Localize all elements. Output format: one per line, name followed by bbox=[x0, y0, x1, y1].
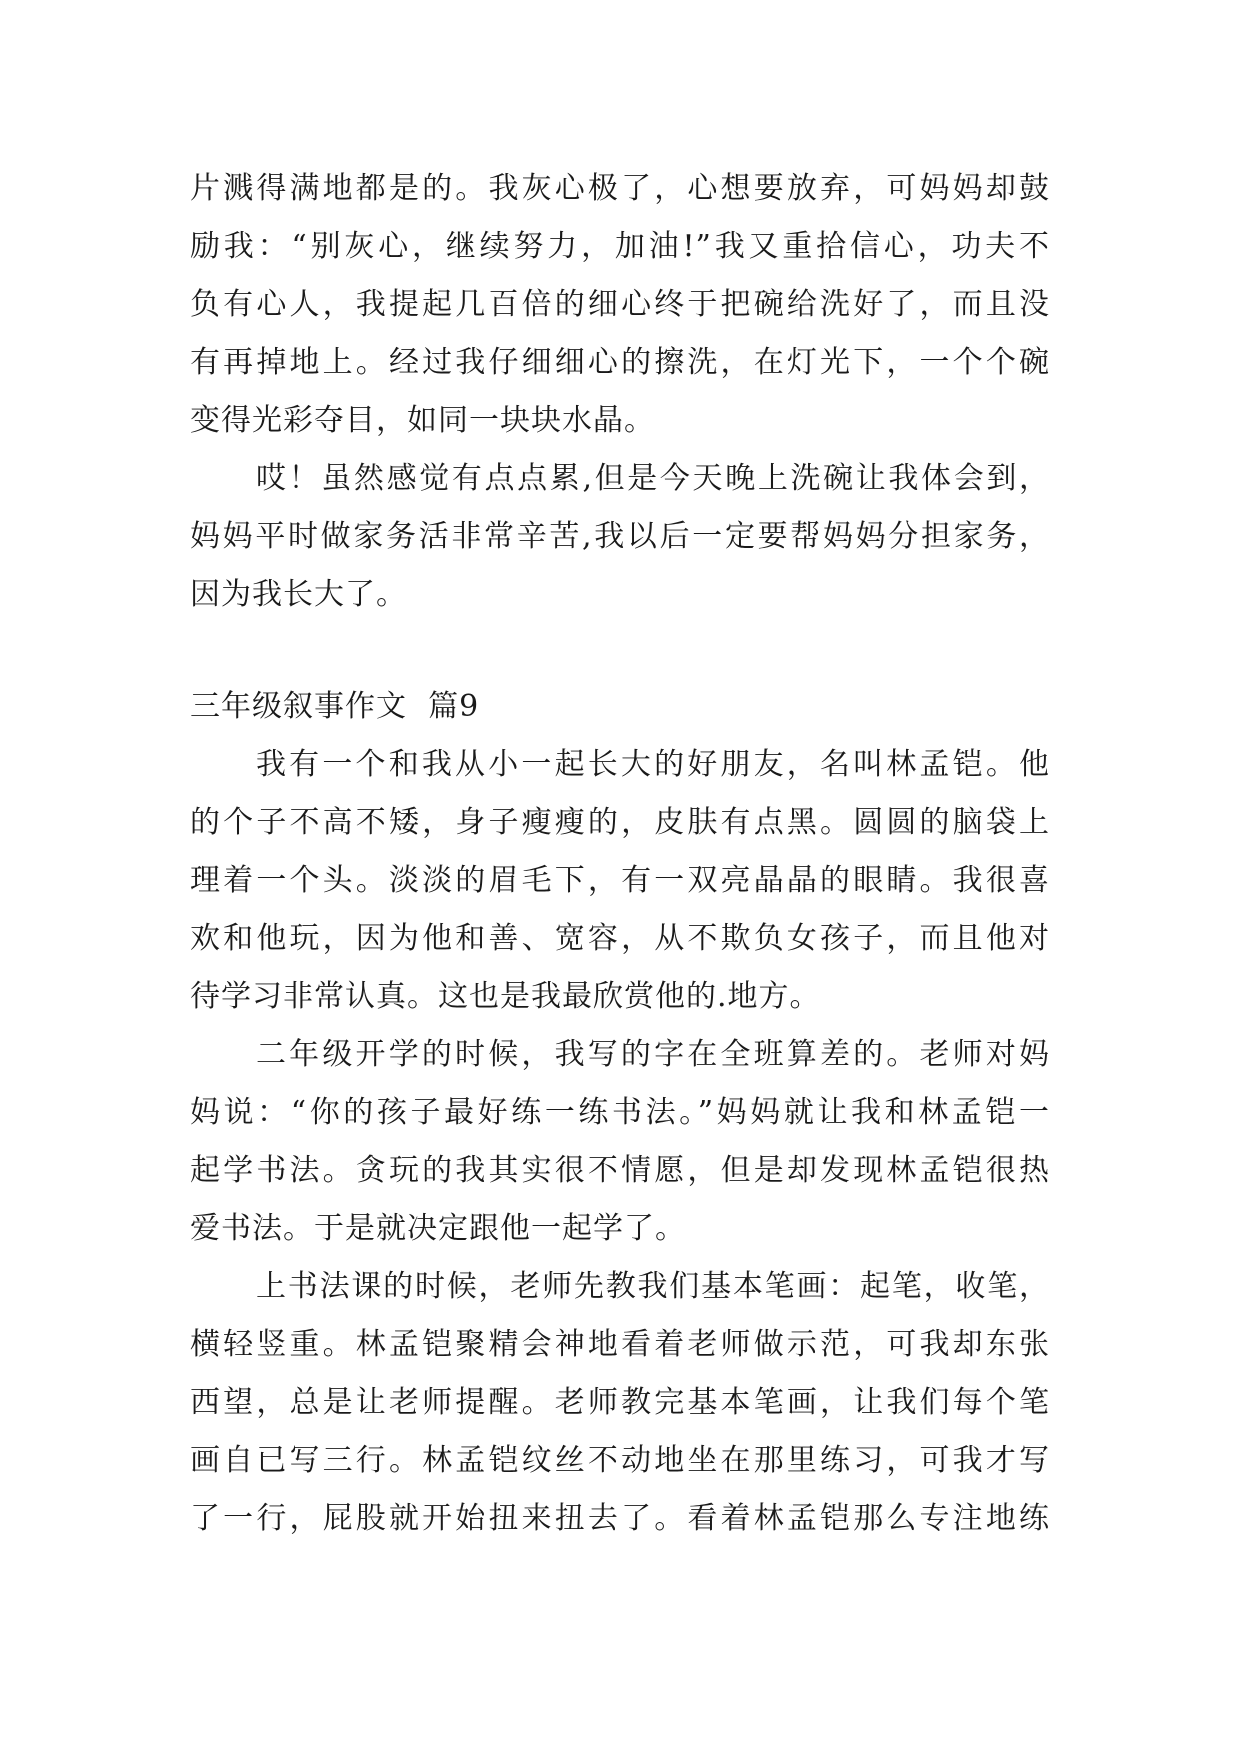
text-line: 理着一个头。淡淡的眉毛下，有一双亮晶晶的眼睛。我很喜 bbox=[190, 863, 1050, 898]
text-line: 励我：“别灰心，继续努力，加油!”我又重拾信心，功夫不 bbox=[190, 229, 1050, 264]
text-line: 妈妈平时做家务活非常辛苦,我以后一定要帮妈妈分担家务， bbox=[190, 519, 1050, 554]
text-line: 变得光彩夺目，如同一块块水晶。 bbox=[190, 403, 655, 438]
text-line: 待学习非常认真。这也是我最欣赏他的.地方。 bbox=[190, 979, 821, 1014]
paragraph-continued bbox=[190, 160, 1050, 450]
paragraph-conclusion bbox=[190, 450, 1050, 624]
text-line: 有再掉地上。经过我仔细细心的擦洗，在灯光下，一个个碗 bbox=[190, 345, 1050, 380]
text-line: 欢和他玩，因为他和善、宽容，从不欺负女孩子，而且他对 bbox=[190, 921, 1050, 956]
text-line: 的个子不高不矮，身子瘦瘦的，皮肤有点黑。圆圆的脑袋上 bbox=[190, 805, 1050, 840]
text-line: 哎！虽然感觉有点点累,但是今天晚上洗碗让我体会到， bbox=[256, 461, 1050, 496]
text-line: 我有一个和我从小一起长大的好朋友，名叫林孟铠。他 bbox=[256, 747, 1050, 782]
document-page bbox=[190, 160, 1050, 1548]
text-line: 横轻竖重。林孟铠聚精会神地看着老师做示范，可我却东张 bbox=[190, 1327, 1050, 1362]
text-line: 画自已写三行。林孟铠纹丝不动地坐在那里练习，可我才写 bbox=[190, 1443, 1050, 1478]
paragraph-2 bbox=[190, 1026, 1050, 1258]
text-line: 二年级开学的时候，我写的字在全班算差的。老师对妈 bbox=[256, 1037, 1050, 1072]
text-line: 了一行，屁股就开始扭来扭去了。看着林孟铠那么专注地练 bbox=[190, 1501, 1050, 1536]
spacer bbox=[190, 624, 1050, 678]
paragraph-3 bbox=[190, 1258, 1050, 1548]
text-line: 西望，总是让老师提醒。老师教完基本笔画，让我们每个笔 bbox=[190, 1385, 1050, 1420]
text-line: 因为我长大了。 bbox=[190, 577, 407, 612]
text-line: 爱书法。于是就决定跟他一起学了。 bbox=[190, 1211, 686, 1246]
text-line: 负有心人，我提起几百倍的细心终于把碗给洗好了，而且没 bbox=[190, 287, 1050, 322]
text-line: 起学书法。贪玩的我其实很不情愿，但是却发现林孟铠很热 bbox=[190, 1153, 1050, 1188]
text-line: 片溅得满地都是的。我灰心极了，心想要放弃，可妈妈却鼓 bbox=[190, 171, 1050, 206]
text-line: 妈说：“你的孩子最好练一练书法。”妈妈就让我和林孟铠一 bbox=[190, 1095, 1050, 1130]
paragraph-1 bbox=[190, 736, 1050, 1026]
text-line: 上书法课的时候，老师先教我们基本笔画：起笔，收笔， bbox=[256, 1269, 1050, 1304]
section-heading: 三年级叙事作文 篇9 bbox=[190, 689, 480, 724]
